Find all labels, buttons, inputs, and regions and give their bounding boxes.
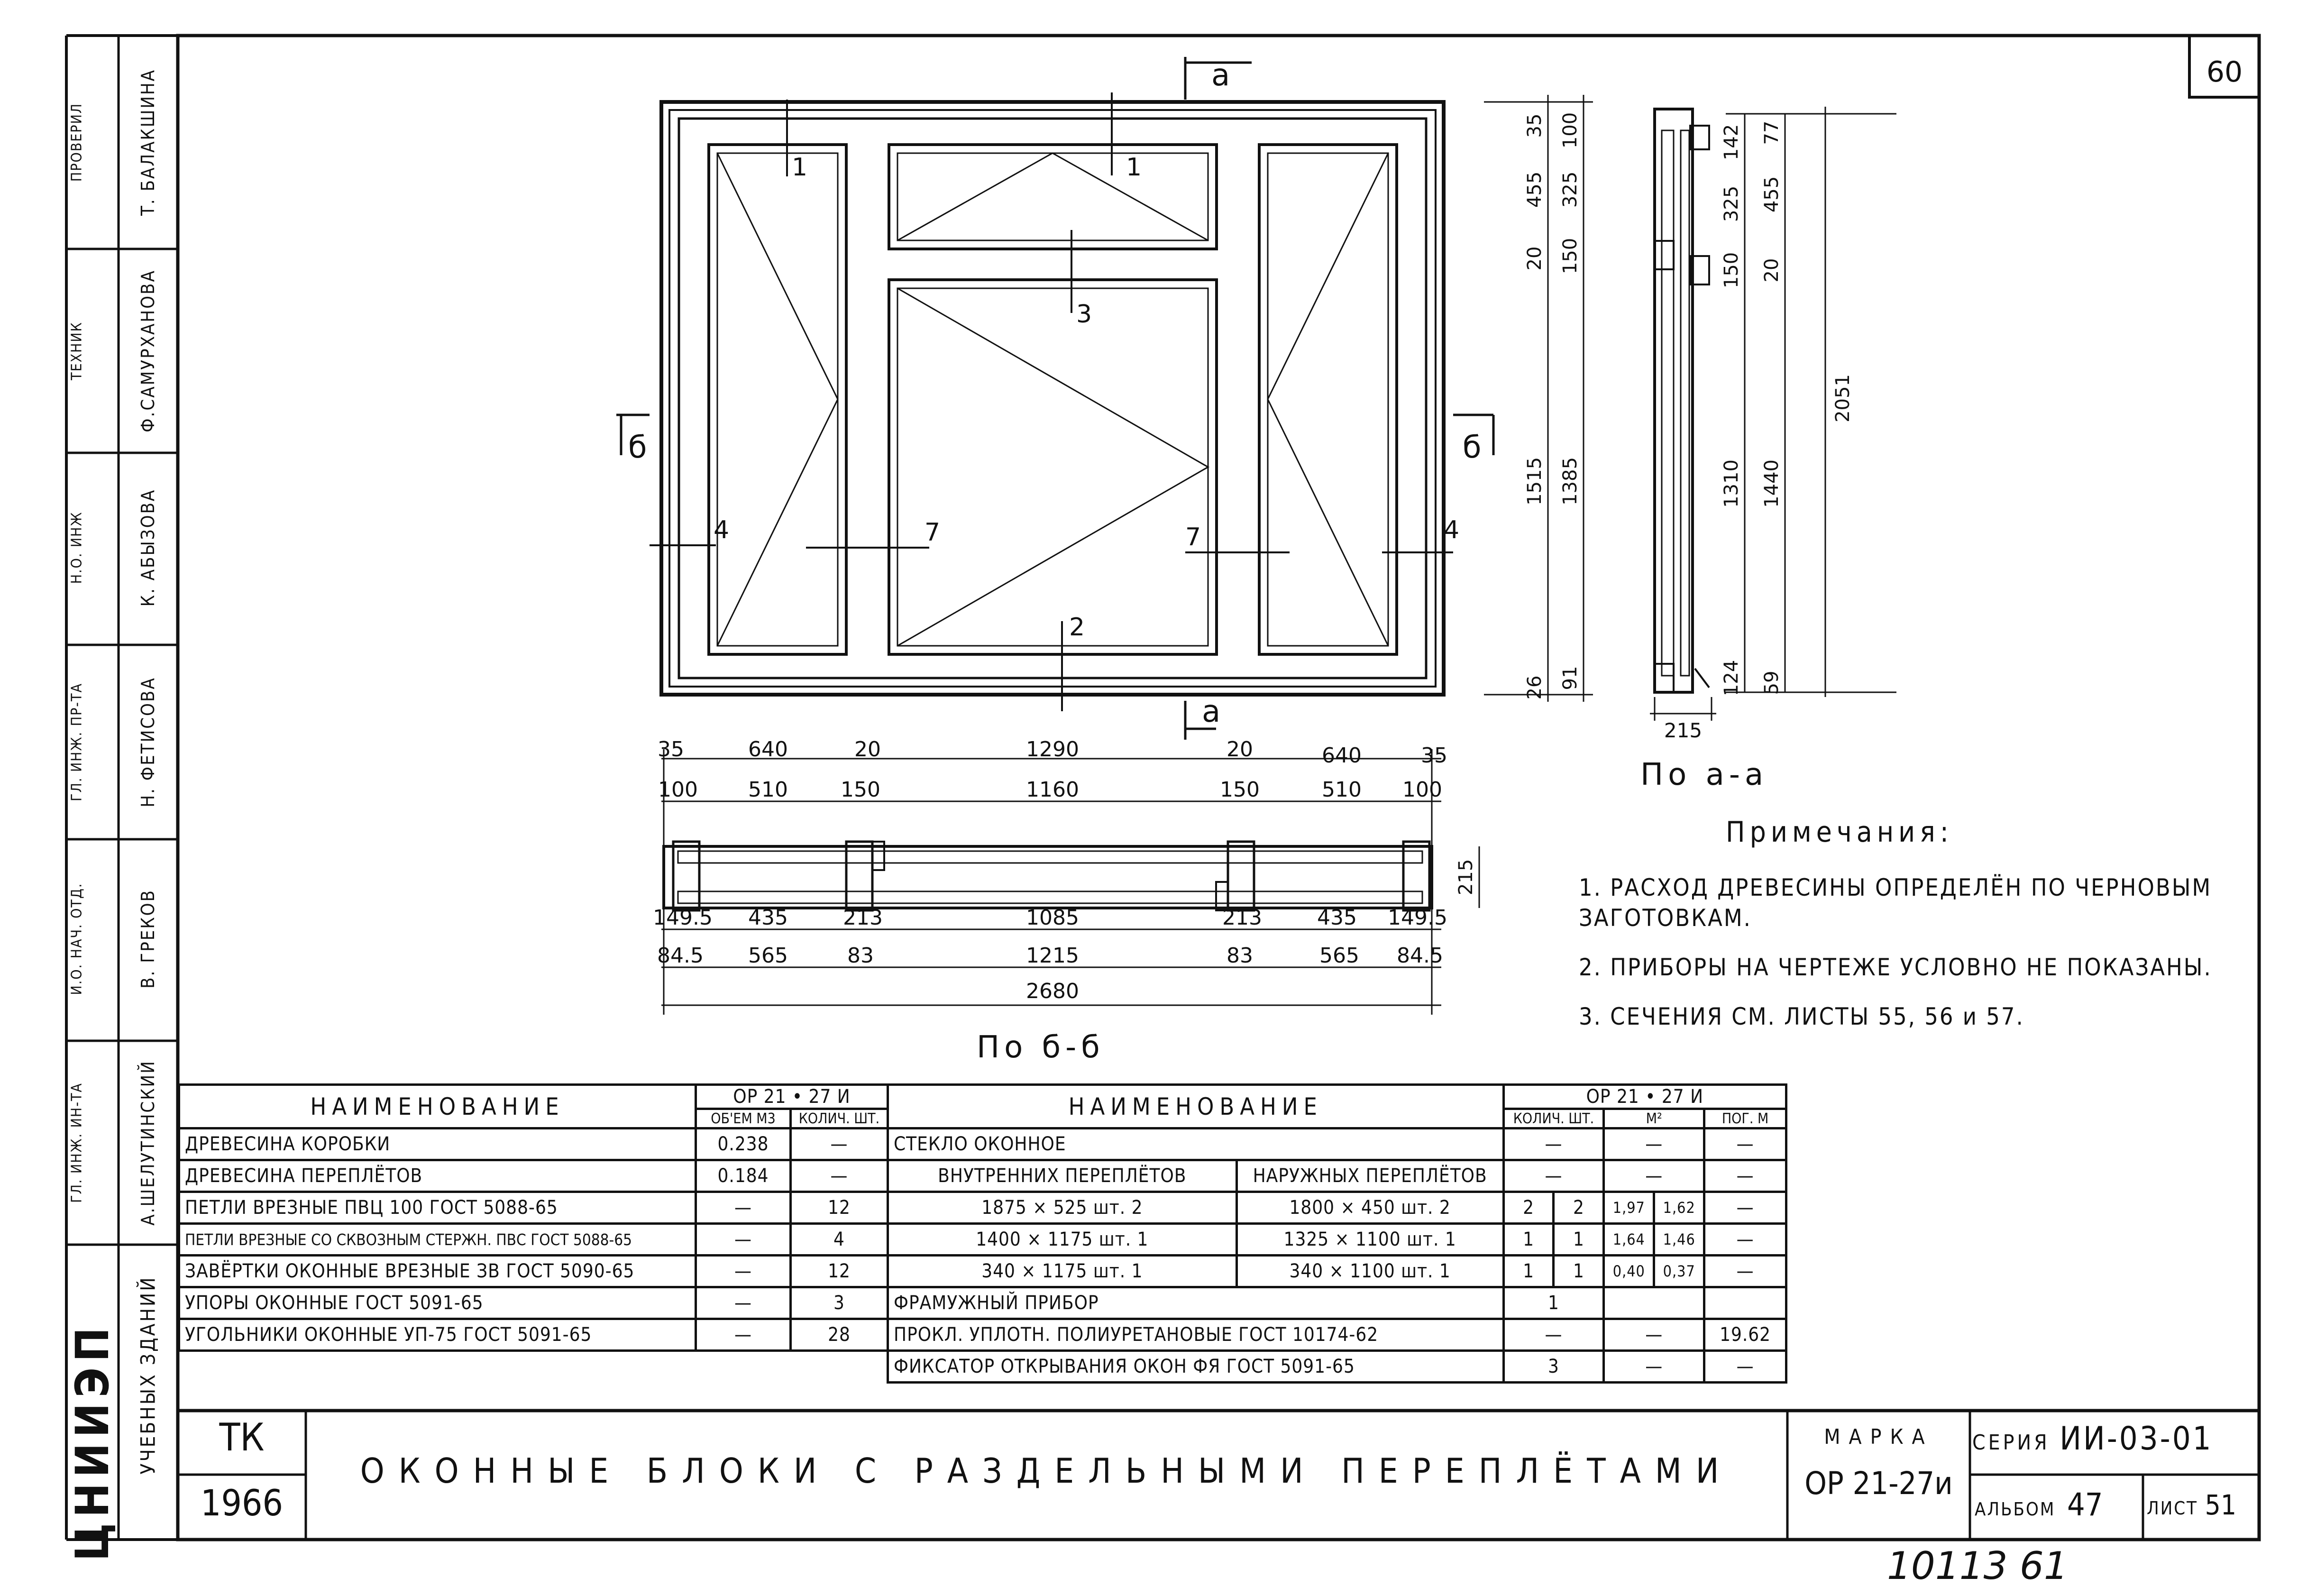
elev-vdim-inner: 100 <box>1559 112 1581 149</box>
bb-row2: 565 <box>1319 944 1359 968</box>
part-number: 7 <box>925 518 941 547</box>
section-mark-a-bottom: а <box>1202 694 1221 729</box>
row-value: — <box>696 1224 791 1256</box>
glass-inner-label: ВНУТРЕННИХ ПЕРЕПЛЁТОВ <box>888 1160 1237 1192</box>
aa-dim-mid: 455 <box>1761 176 1783 213</box>
bb-row1: 435 <box>1317 906 1357 930</box>
row-value: — <box>791 1128 888 1160</box>
bb-depth-dim: 215 <box>1455 859 1477 896</box>
row-value: 3 <box>791 1287 888 1319</box>
signatory-name: Ф.САМУРХАНОВА <box>137 269 158 432</box>
table-row <box>888 1256 1786 1287</box>
table-row <box>179 1224 888 1256</box>
row-value: — <box>696 1319 791 1351</box>
series-value: ИИ-03-01 <box>2060 1420 2213 1458</box>
row-value: — <box>1704 1256 1786 1287</box>
row-value: 2 <box>1554 1192 1604 1224</box>
row-label: ФИКСАТОР ОТКРЫВАНИЯ ОКОН ФЯ ГОСТ 5091-65 <box>888 1351 1504 1383</box>
bb-top-outer: 640 <box>1322 743 1362 768</box>
section-mark-b-left: б <box>628 430 647 465</box>
row-value: 1 <box>1503 1287 1604 1319</box>
sheet-value: 51 <box>2205 1489 2237 1521</box>
right-table-title: НАИМЕНОВАНИЕ <box>888 1085 1504 1128</box>
row-value: 0,40 <box>1604 1256 1654 1287</box>
bb-row1: 213 <box>1222 906 1262 930</box>
row-value: — <box>696 1192 791 1224</box>
row-label: ДРЕВЕСИНА ПЕРЕПЛЁТОВ <box>179 1160 696 1192</box>
aa-dim-inner: 150 <box>1721 252 1742 289</box>
part-number: 4 <box>714 516 730 544</box>
elev-vdim-inner: 150 <box>1559 238 1581 275</box>
left-table-title: НАИМЕНОВАНИЕ <box>179 1085 696 1128</box>
bb-row1: 213 <box>843 906 883 930</box>
left-table-col: КОЛИЧ. ШТ. <box>791 1109 888 1128</box>
table-row <box>888 1287 1786 1319</box>
series-row <box>1972 1420 2257 1458</box>
bb-row2: 84.5 <box>1397 944 1443 968</box>
series-label: СЕРИЯ <box>1972 1431 2050 1455</box>
bb-row1: 149.5 <box>653 906 713 930</box>
aa-dim-mid: 1440 <box>1761 459 1783 508</box>
bb-top-outer: 1290 <box>1026 737 1079 761</box>
row-value: 0.184 <box>696 1160 791 1192</box>
bb-total: 2680 <box>1026 979 1079 1003</box>
bb-row2: 83 <box>847 944 874 968</box>
signatory-name: Т. БАЛАКШИНА <box>137 68 158 216</box>
note-item: 3. СЕЧЕНИЯ СМ. ЛИСТЫ 55, 56 и 57. <box>1579 1003 2024 1030</box>
row-value: — <box>1704 1192 1786 1224</box>
row-label: ПЕТЛИ ВРЕЗНЫЕ ПВЦ 100 ГОСТ 5088-65 <box>179 1192 696 1224</box>
row-label: ЗАВЁРТКИ ОКОННЫЕ ВРЕЗНЫЕ ЗВ ГОСТ 5090-65 <box>179 1256 696 1287</box>
bb-top-inner: 150 <box>841 778 880 802</box>
part-number: 7 <box>1185 523 1201 551</box>
row-value: 1,62 <box>1654 1192 1704 1224</box>
org-subname: УЧЕБНЫХ ЗДАНИЙ <box>136 1275 160 1475</box>
album-label: АЛЬБОМ <box>1975 1499 2056 1520</box>
glass-outer-label: НАРУЖНЫХ ПЕРЕПЛЁТОВ <box>1236 1160 1503 1192</box>
row-value: 1,46 <box>1654 1224 1704 1256</box>
materials-table-left <box>178 1083 889 1352</box>
signatory-role: ПРОВЕРИЛ <box>68 102 85 182</box>
aa-dim-total: 2051 <box>1832 374 1854 422</box>
signatory-role: ГЛ. ИНЖ. ИН-ТА <box>68 1082 85 1203</box>
marka-label: МАРКА <box>1824 1425 1933 1449</box>
row-value: — <box>1604 1319 1704 1351</box>
elev-vdim-outer: 455 <box>1524 171 1546 208</box>
album-value: 47 <box>2067 1486 2103 1523</box>
table-row <box>888 1224 1786 1256</box>
bb-top-inner: 100 <box>1402 778 1442 802</box>
row-label: УПОРЫ ОКОННЫЕ ГОСТ 5091-65 <box>179 1287 696 1319</box>
notes-list <box>1579 872 2252 1032</box>
row-label: ПРОКЛ. УПЛОТН. ПОЛИУРЕТАНОВЫЕ ГОСТ 10174-62 <box>888 1319 1504 1351</box>
bb-top-outer: 20 <box>854 737 881 761</box>
bb-top-outer: 35 <box>658 737 684 761</box>
bb-row1: 149.5 <box>1388 906 1447 930</box>
table-row <box>888 1192 1786 1224</box>
part-number: 1 <box>1126 153 1142 182</box>
left-table-col: ОБ'ЕМ М3 <box>696 1109 791 1128</box>
signatory-role: ГЛ. ИНЖ. ПР-ТА <box>68 683 85 801</box>
marka-value: ОР 21-27и <box>1804 1465 1953 1502</box>
sheet-row <box>2147 1489 2258 1521</box>
row-value: 12 <box>791 1192 888 1224</box>
elev-vdim-outer: 1515 <box>1524 457 1546 505</box>
row-value: 0.238 <box>696 1128 791 1160</box>
row-value: 340 × 1175 шт. 1 <box>888 1256 1237 1287</box>
bb-top-outer: 20 <box>1227 737 1253 761</box>
row-value: 12 <box>791 1256 888 1287</box>
table-row <box>888 1351 1786 1383</box>
row-value: 1 <box>1503 1224 1554 1256</box>
row-value: — <box>1604 1351 1704 1383</box>
bb-label: По б-б <box>977 1030 1105 1065</box>
bb-row2: 84.5 <box>657 944 704 968</box>
signatory-name: А.ШЕЛУТИНСКИЙ <box>137 1060 158 1226</box>
materials-table-right: НАИМЕНОВАНИЕ ОР 21 • 27 И КОЛИЧ. ШТ. М² ПОГ. М СТЕКЛО ОКОННОЕ — — — ВНУТРЕННИХ ПЕРЕПЛЁТОВ НАРУЖНЫХ ПЕРЕПЛЁТОВ — — — 1875 × 525 шт. 2 1800 × 450 шт. 2 2 2 1,97 1,62 — 1400 × 1175 шт. 1 1325 × 1100 шт. 1 1 1 1,64 1,46 — 340 × 1175 шт. 1 340 × 1100 шт. 1 1 1 0,40 0,37 — ФРАМУЖНЫЙ ПРИБОР 1 ПРОКЛ. УПЛОТН. ПОЛИУРЕТАНОВЫЕ ГОСТ 10174-62 — — 19.62 ФИКСАТОР ОТКРЫВАНИЯ ОКОН ФЯ ГОСТ 5091-65 3 — — <box>887 1083 1787 1384</box>
row-value <box>1704 1287 1786 1319</box>
bb-top-inner: 100 <box>658 778 698 802</box>
right-table-col: М² <box>1604 1109 1704 1128</box>
row-label: ПЕТЛИ ВРЕЗНЫЕ СО СКВОЗНЫМ СТЕРЖН. ПВС ГОСТ 5088-65 <box>179 1224 696 1256</box>
org-name: ЦНИИЭП <box>66 1321 119 1561</box>
bb-top-outer: 640 <box>748 737 788 761</box>
bb-top-inner: 150 <box>1220 778 1260 802</box>
left-table-group: ОР 21 • 27 И <box>696 1085 888 1109</box>
row-value: — <box>791 1160 888 1192</box>
table-row <box>179 1160 888 1192</box>
signatory-name: Н. ФЕТИСОВА <box>137 677 158 807</box>
row-value: 3 <box>1503 1351 1604 1383</box>
notes-title: Примечания: <box>1726 816 1953 849</box>
aa-width-dim: 215 <box>1664 719 1703 742</box>
row-value: — <box>1704 1351 1786 1383</box>
row-value: 4 <box>791 1224 888 1256</box>
row-label: ФРАМУЖНЫЙ ПРИБОР <box>888 1287 1504 1319</box>
bb-top-outer: 35 <box>1421 743 1447 768</box>
sheet-number: 60 <box>2206 55 2243 89</box>
signatory-role: Н.О. ИНЖ <box>68 511 85 584</box>
year-label: 1966 <box>201 1482 283 1524</box>
table-row <box>179 1287 888 1319</box>
elev-vdim-inner: 91 <box>1559 666 1581 690</box>
elev-vdim-inner: 1385 <box>1559 457 1581 505</box>
elev-vdim-outer: 26 <box>1524 675 1546 700</box>
aa-dim-mid: 59 <box>1761 670 1783 695</box>
row-value: 0,37 <box>1654 1256 1704 1287</box>
drawing-title: ОКОННЫЕ БЛОКИ С РАЗДЕЛЬНЫМИ ПЕРЕПЛЁТАМИ <box>360 1451 1733 1491</box>
row-value: 1325 × 1100 шт. 1 <box>1236 1224 1503 1256</box>
album-row <box>1975 1486 2143 1523</box>
bb-top-inner: 510 <box>1322 778 1362 802</box>
row-value: — <box>1503 1319 1604 1351</box>
bb-row2: 565 <box>748 944 788 968</box>
row-value: 1 <box>1554 1256 1604 1287</box>
aa-dim-inner: 325 <box>1721 185 1742 222</box>
table-row <box>888 1319 1786 1351</box>
aa-dim-inner: 124 <box>1721 660 1742 697</box>
right-table-col: ПОГ. М <box>1704 1109 1786 1128</box>
inventory-number: 10113 61 <box>1887 1544 2068 1588</box>
row-value <box>1604 1287 1704 1319</box>
table-row <box>179 1192 888 1224</box>
bb-row1: 435 <box>748 906 788 930</box>
signatory-role: И.О. НАЧ. ОТД. <box>68 882 85 995</box>
row-value: 2 <box>1503 1192 1554 1224</box>
aa-dim-inner: 142 <box>1721 124 1742 161</box>
bb-top-inner: 510 <box>748 778 788 802</box>
part-number: 4 <box>1444 516 1460 544</box>
elev-vdim-outer: 20 <box>1524 246 1546 271</box>
section-mark-b-right: б <box>1463 430 1482 465</box>
elev-vdim-inner: 325 <box>1559 171 1581 208</box>
part-number: 1 <box>792 153 808 182</box>
aa-dim-mid: 77 <box>1761 120 1783 145</box>
note-item: 1. РАСХОД ДРЕВЕСИНЫ ОПРЕДЕЛЁН ПО ЧЕРНОВЫМ ЗАГОТОВКАМ. <box>1579 874 2212 932</box>
part-number: 3 <box>1076 300 1092 329</box>
row-value: 1400 × 1175 шт. 1 <box>888 1224 1237 1256</box>
aa-dim-mid: 20 <box>1761 258 1783 283</box>
row-value: 1800 × 450 шт. 2 <box>1236 1192 1503 1224</box>
signatory-name: В. ГРЕКОВ <box>137 889 158 989</box>
glass-title: СТЕКЛО ОКОННОЕ <box>888 1128 1504 1160</box>
row-value: 1,97 <box>1604 1192 1654 1224</box>
row-value: 1875 × 525 шт. 2 <box>888 1192 1237 1224</box>
bb-row2: 1215 <box>1026 944 1079 968</box>
note-item: 2. ПРИБОРЫ НА ЧЕРТЕЖЕ УСЛОВНО НЕ ПОКАЗАНЫ. <box>1579 954 2212 981</box>
signatory-name: К. АБЫЗОВА <box>137 488 158 607</box>
aa-dim-inner: 1310 <box>1721 459 1742 508</box>
row-value: — <box>696 1256 791 1287</box>
row-value: 28 <box>791 1319 888 1351</box>
aa-label: По а-а <box>1640 757 1768 792</box>
row-value: 19.62 <box>1704 1319 1786 1351</box>
table-row <box>179 1319 888 1351</box>
section-mark-a-top: а <box>1211 58 1230 93</box>
tk-label: ТК <box>219 1415 265 1459</box>
bb-top-inner: 1160 <box>1026 778 1079 802</box>
row-label: ДРЕВЕСИНА КОРОБКИ <box>179 1128 696 1160</box>
sheet-label: ЛИСТ <box>2147 1498 2198 1519</box>
elev-vdim-outer: 35 <box>1524 113 1546 138</box>
row-label: УГОЛЬНИКИ ОКОННЫЕ УП-75 ГОСТ 5091-65 <box>179 1319 696 1351</box>
right-table-col: КОЛИЧ. ШТ. <box>1503 1109 1604 1128</box>
row-value: 1 <box>1503 1256 1554 1287</box>
row-value: 1,64 <box>1604 1224 1654 1256</box>
table-row <box>179 1256 888 1287</box>
part-number: 2 <box>1069 613 1085 642</box>
row-value: 340 × 1100 шт. 1 <box>1236 1256 1503 1287</box>
row-value: — <box>1704 1224 1786 1256</box>
bb-row2: 83 <box>1227 944 1253 968</box>
signatory-role: ТЕХНИК <box>68 321 85 380</box>
right-table-group: ОР 21 • 27 И <box>1503 1085 1786 1109</box>
bb-row1: 1085 <box>1026 906 1079 930</box>
row-value: — <box>696 1287 791 1319</box>
row-value: 1 <box>1554 1224 1604 1256</box>
table-row <box>179 1128 888 1160</box>
